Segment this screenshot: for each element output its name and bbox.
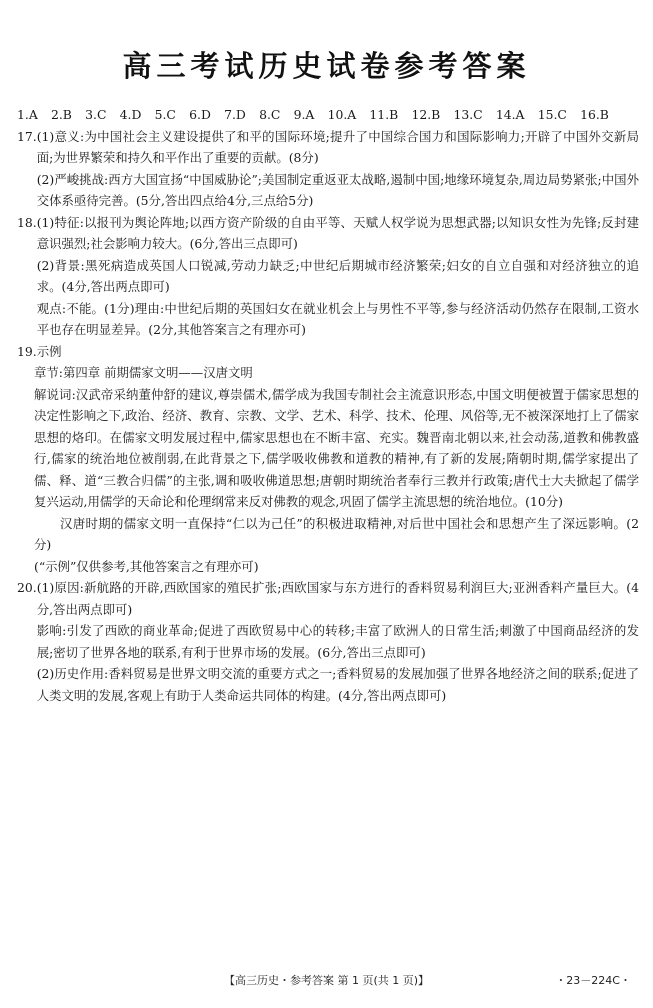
choice-answer: 15.C — [537, 107, 567, 122]
example-note: (“示例”仅供参考,其他答案言之有理亦可) — [34, 558, 259, 574]
footer-code: ・23－224C・ — [555, 974, 631, 987]
page-footer — [0, 972, 653, 992]
choice-answer: 5.C — [154, 107, 176, 122]
answer-content — [17, 104, 639, 706]
answer-paragraph: (1)原因:新航路的开辟,西欧国家的殖民扩张;西欧国家与东方进行的香料贸易利润巨大;亚洲香料产量巨大。(4分,答出两点即可) — [36, 580, 639, 617]
choice-answer: 2.B — [50, 107, 72, 122]
footer-page-info: 【高三历史・参考答案 第 1 页(共 1 页)】 — [223, 974, 430, 987]
answer-paragraph: (2)背景:黑死病造成英国人口锐减,劳动力缺乏;中世纪后期城市经济繁荣;妇女的自立自强和对经济独立的追求。(4分,答出两点即可) — [36, 257, 639, 294]
question-number: 17. — [17, 128, 37, 144]
question-20 — [17, 577, 639, 706]
question-18 — [17, 212, 639, 341]
choice-answer: 14.A — [495, 107, 525, 122]
choice-answer: 12.B — [411, 107, 441, 122]
choice-answer: 16.B — [580, 107, 609, 122]
choice-answer: 8.C — [259, 107, 281, 122]
page-title: 高三考试历史试卷参考答案 — [122, 49, 531, 83]
answer-paragraph: 观点:不能。(1分)理由:中世纪后期的英国妇女在就业机会上与男性不平等,参与经济活动仍然存在限制,工资水平也存在明显差异。(2分,其他答案言之有理亦可) — [36, 300, 639, 337]
explanation-paragraph: 解说词:汉武帝采纳董仲舒的建议,尊崇儒术,儒学成为我国专制社会主流意识形态,中国文明便被置于儒家思想的决定性影响之下,政治、经济、教育、宗教、文学、艺术、科学、技术、伦理、风俗等,无不被深深地打上了儒家思想的烙印。在儒家文明发展过程中,儒家思想也在不断丰富、充实。魏晋南北朝以来,社会动荡,道教和佛教盛行,儒家的统治地位被削弱,在此背景之下,儒学吸收佛教和道教的精神,有了新的发展;隋朝时期,儒学家提出了儒、释、道“三教合归儒”的主张,调和吸收佛道思想;唐朝时期统治者奉行三教并行政策;唐代士大夫掀起了儒学复兴运动,用儒学的天命论和伦理纲常来反对佛教的观念,巩固了儒学主流思想的统治地位。(10分) — [34, 386, 639, 509]
answer-paragraph: (1)意义:为中国社会主义建设提供了和平的国际环境;提升了中国综合国力和国际影响力;开辟了中国外交新局面;为世界繁荣和持久和平作出了重要的贡献。(8分) — [36, 128, 639, 165]
question-number: 18. — [17, 214, 37, 230]
choice-answer: 1.A — [17, 107, 38, 122]
question-number: 19. — [17, 343, 37, 359]
answer-paragraph: (2)历史作用:香料贸易是世界文明交流的重要方式之一;香料贸易的发展加强了世界各地经济之间的联系;促进了人类文明的发展,客观上有助于人类命运共同体的构建。(4分,答出两点即可) — [36, 666, 639, 703]
choice-answer: 9.A — [293, 107, 315, 122]
question-19 — [17, 341, 639, 578]
choice-answer: 3.C — [85, 107, 107, 122]
choice-answer: 6.D — [189, 107, 211, 122]
question-number: 20. — [17, 580, 37, 595]
answer-paragraph: (2)严峻挑战:西方大国宣扬“中国威胁论”;美国制定重返亚太战略,遏制中国;地缘环境复杂,周边局势紧张;中国外交体系亟待完善。(5分,答出四点给4分,三点给5分) — [36, 171, 639, 208]
choice-answer: 11.B — [369, 107, 399, 122]
choice-answer: 4.D — [119, 107, 142, 122]
answer-paragraph: (1)特征:以报刊为舆论阵地;以西方资产阶级的自由平等、天赋人权学说为思想武器;以知识女性为先锋;反封建意识强烈;社会影响力较大。(6分,答出三点即可) — [36, 214, 639, 251]
choice-answer: 13.C — [453, 107, 483, 122]
choice-answer: 10.A — [327, 107, 357, 122]
example-heading: 示例 — [36, 343, 62, 359]
chapter-line: 章节:第四章 前期儒家文明——汉唐文明 — [34, 365, 253, 380]
choice-answer: 7.D — [224, 107, 246, 122]
influence-paragraph: 汉唐时期的儒家文明一直保持“仁以为己任”的积极进取精神,对后世中国社会和思想产生了深远影响。(2分) — [34, 515, 639, 552]
question-17 — [17, 126, 639, 212]
answer-paragraph: 影响:引发了西欧的商业革命;促进了西欧贸易中心的转移;丰富了欧洲人的日常生活;刺激了中国商品经济的发展;密切了世界各地的联系,有利于世界市场的发展。(6分,答出三点即可) — [36, 623, 639, 660]
multiple-choice-answers — [17, 104, 609, 126]
